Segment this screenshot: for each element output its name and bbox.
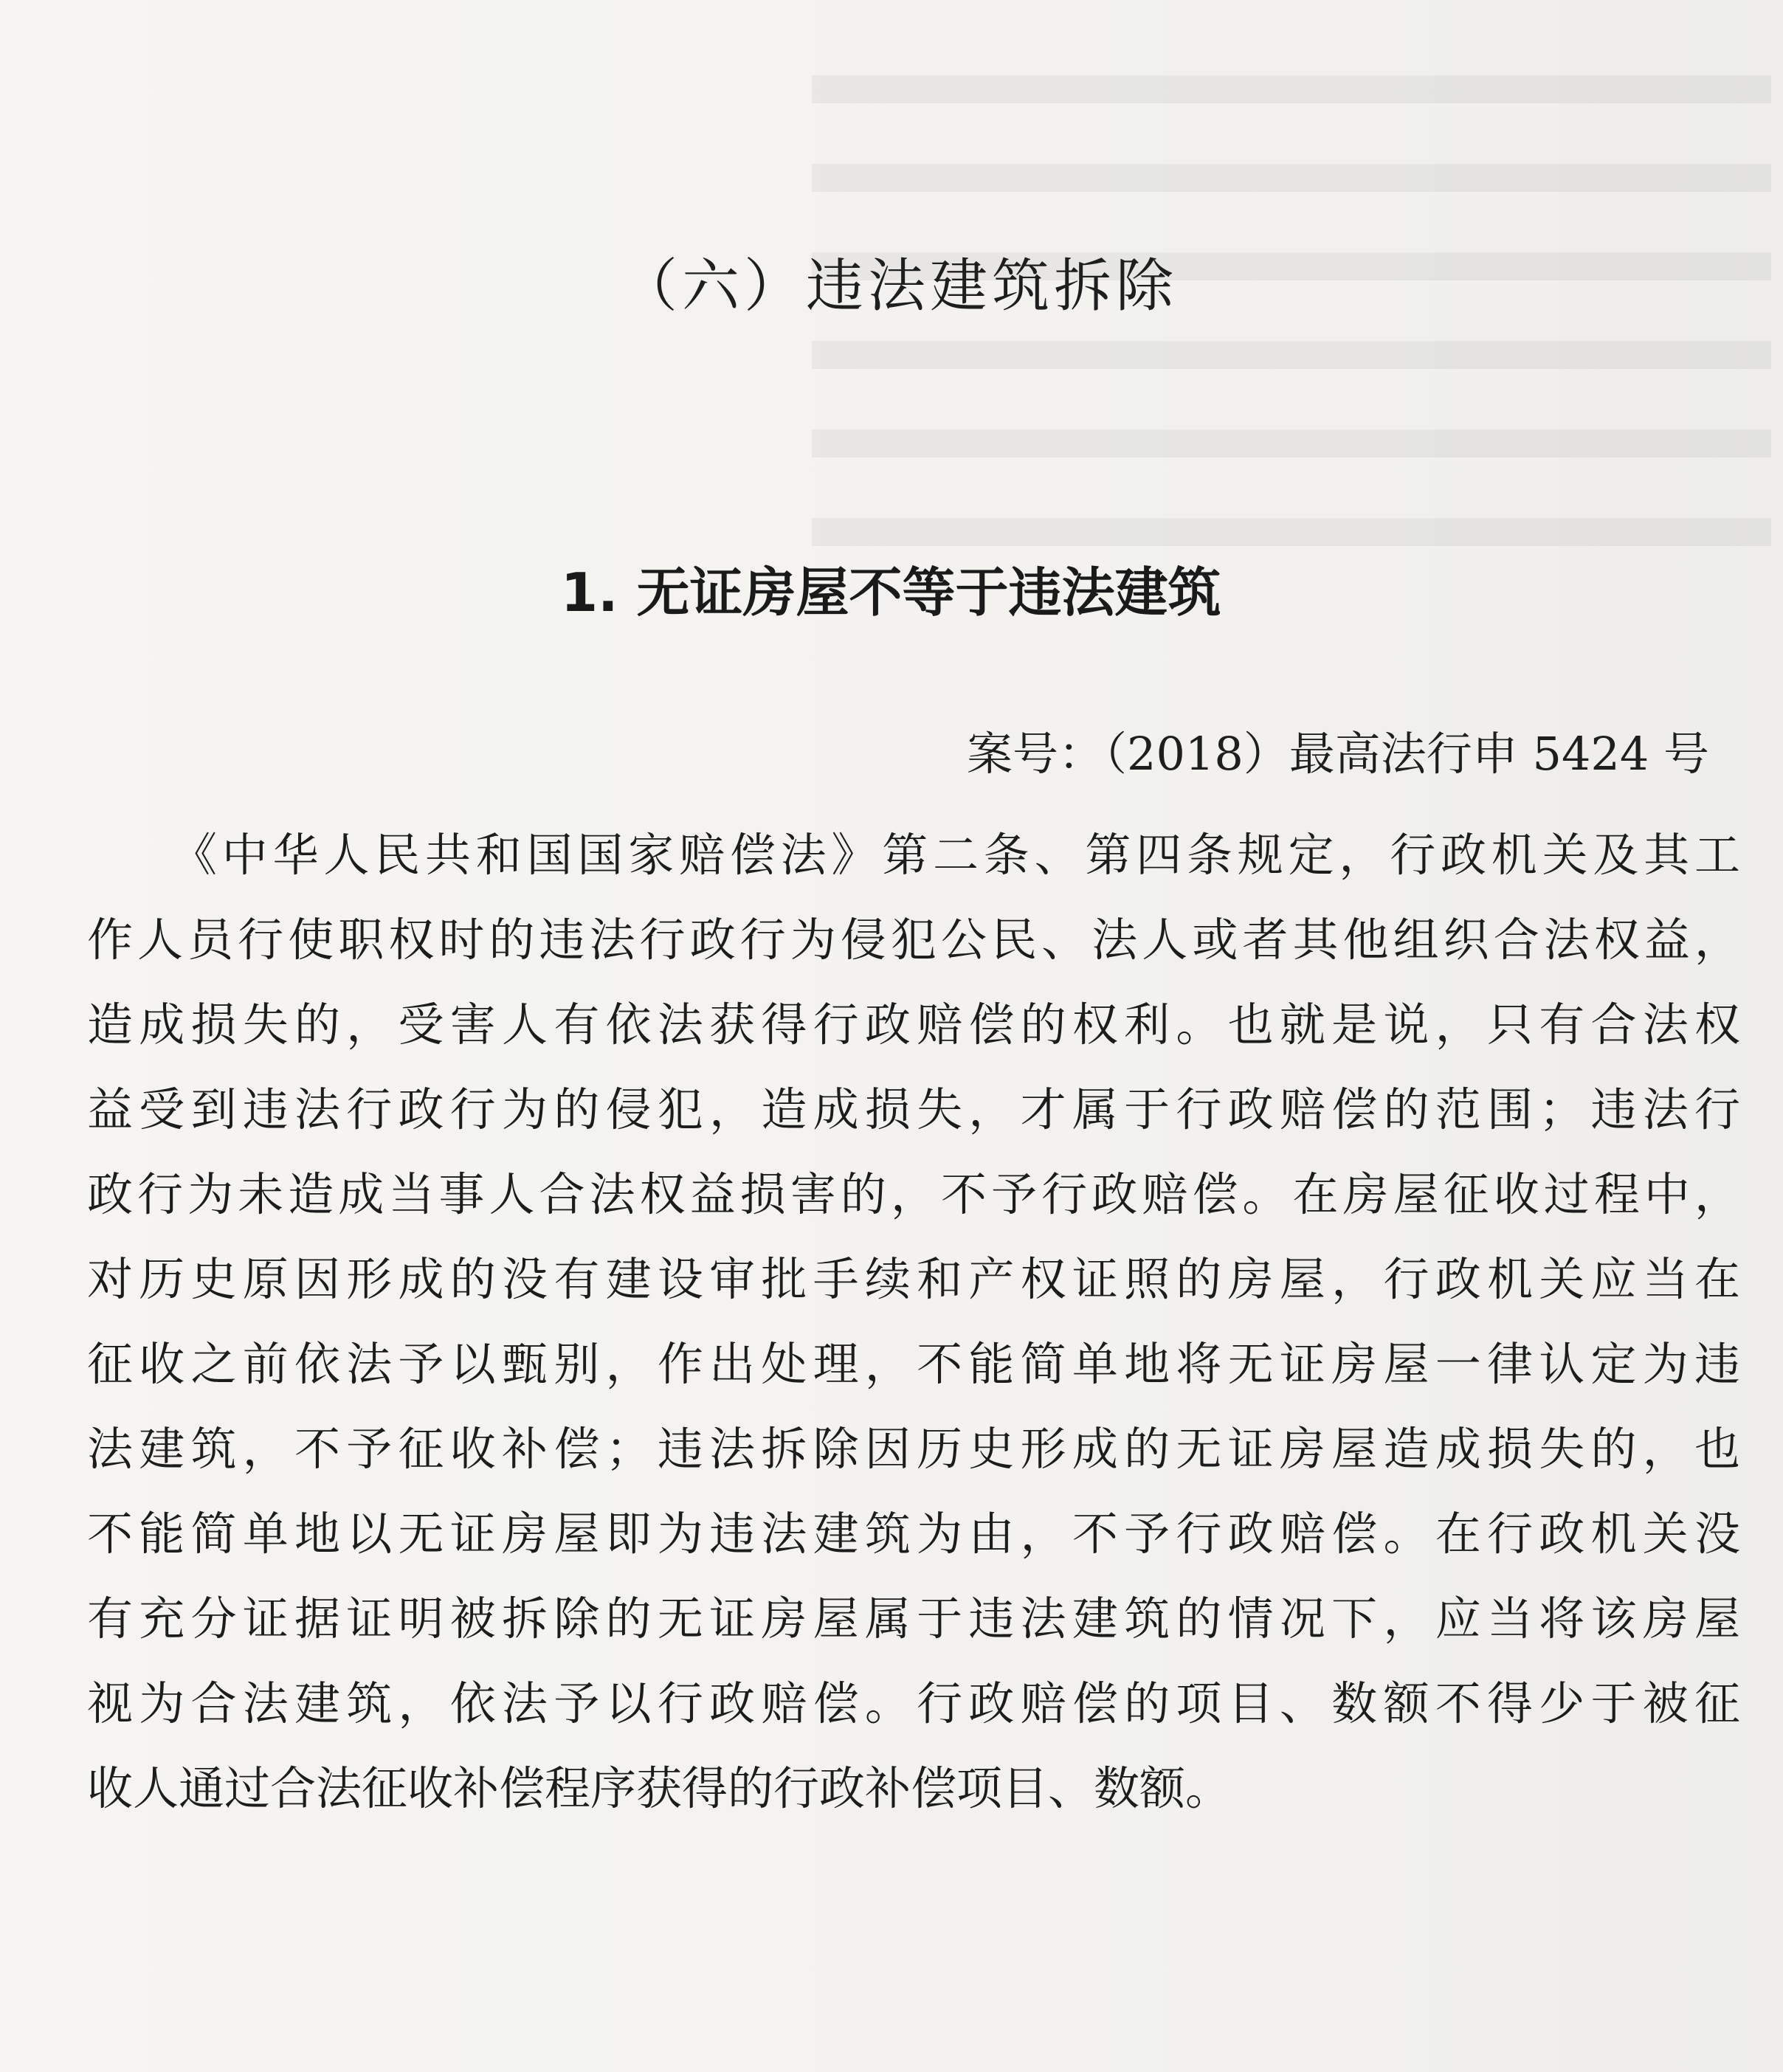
paragraph-line: 不能简单地以无证房屋即为违法建筑为由，不予行政赔偿。在行政机关没 [87, 1507, 1740, 1561]
paragraph-line: 法建筑，不予征收补偿；违法拆除因历史形成的无证房屋造成损失的，也 [87, 1422, 1740, 1476]
paragraph-line: 《中华人民共和国国家赔偿法》第二条、第四条规定，行政机关及其工 [171, 828, 1740, 882]
paragraph-line: 收人通过合法征收补偿程序获得的行政补偿项目、数额。 [87, 1761, 1232, 1815]
body-paragraph [87, 826, 1740, 1845]
paragraph-line: 征收之前依法予以甄别，作出处理，不能简单地将无证房屋一律认定为违 [87, 1337, 1740, 1391]
paragraph-line: 作人员行使职权时的违法行政行为侵犯公民、法人或者其他组织合法权益， [87, 913, 1740, 967]
paragraph-line: 政行为未造成当事人合法权益损害的，不予行政赔偿。在房屋征收过程中， [87, 1167, 1740, 1221]
case-number: 案号：（2018）最高法行申 5424 号 [967, 727, 1709, 781]
paragraph-line: 视为合法建筑，依法予以行政赔偿。行政赔偿的项目、数额不得少于被征 [87, 1676, 1740, 1730]
paragraph-line: 对历史原因形成的没有建设审批手续和产权证照的房屋，行政机关应当在 [87, 1252, 1740, 1306]
subsection-title: 1. 无证房屋不等于违法建筑 [561, 562, 1221, 624]
paragraph-line: 益受到违法行政行为的侵犯，造成损失，才属于行政赔偿的范围；违法行 [87, 1082, 1740, 1136]
paragraph-line: 有充分证据证明被拆除的无证房屋属于违法建筑的情况下，应当将该房屋 [87, 1592, 1740, 1645]
section-title: （六）违法建筑拆除 [620, 253, 1179, 320]
paragraph-line: 造成损失的，受害人有依法获得行政赔偿的权利。也就是说，只有合法权 [87, 998, 1740, 1051]
